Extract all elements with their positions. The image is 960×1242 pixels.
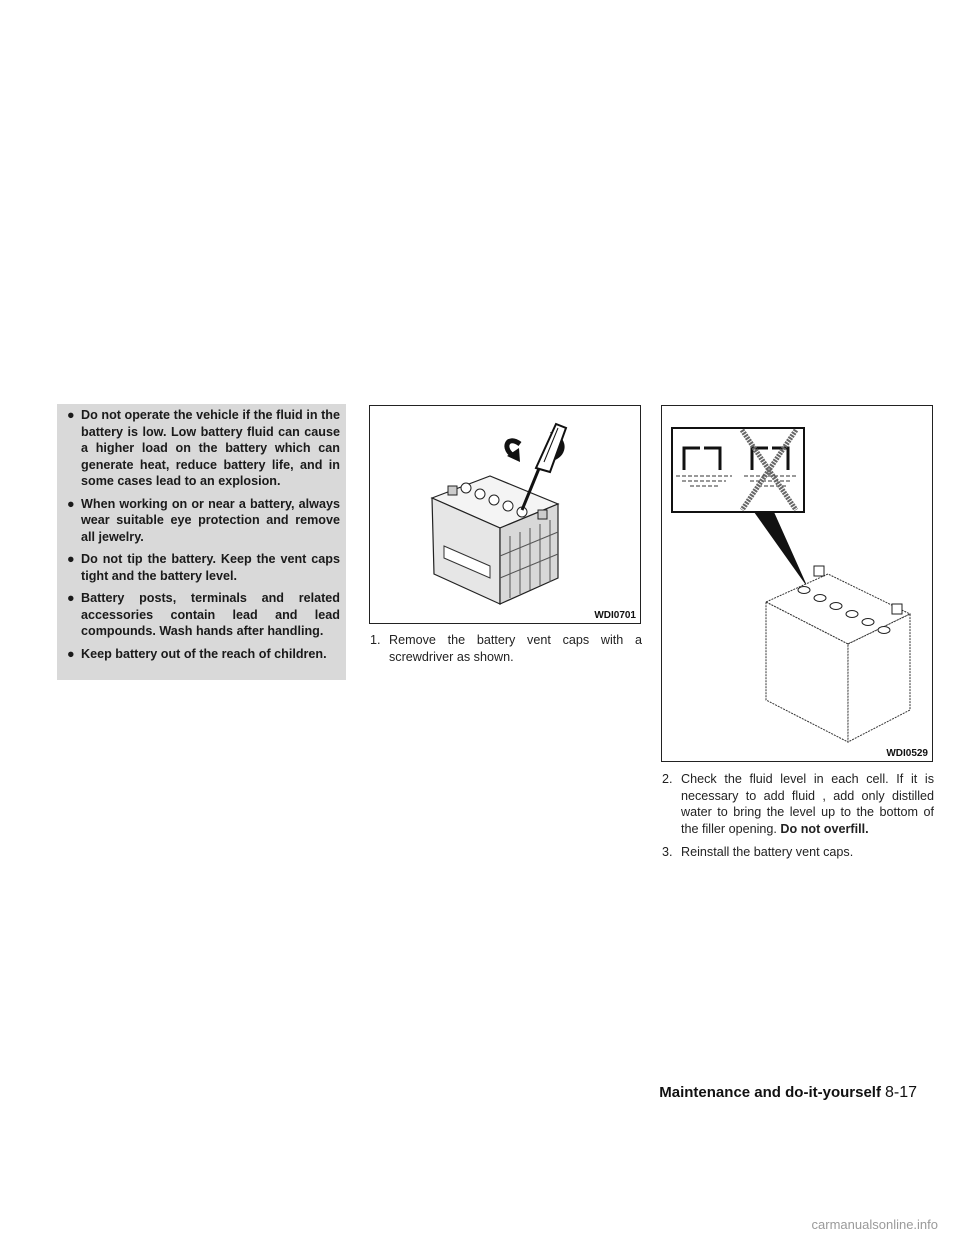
figure-code: WDI0701: [594, 610, 636, 621]
warning-item: ● Battery posts, terminals and related accessories contain lead and lead compounds. Wash hands after handling.: [67, 591, 340, 638]
warning-item: ● When working on or near a battery, always wear suitable eye protection and remove all jewelry.: [67, 496, 340, 544]
figure-fluid-level: [661, 405, 933, 762]
bullet-icon: ●: [67, 552, 75, 566]
step-2: 2. Check the fluid level in each cell. If it is necessary to add fluid , add only distilled water to bring the level up to the bottom of the filler opening. Do not overfill.: [662, 772, 934, 836]
page-footer: [659, 1084, 917, 1102]
bullet-icon: ●: [67, 591, 75, 605]
step-1: 1. Remove the battery vent caps with a screwdriver as shown.: [370, 633, 642, 664]
warning-item: ● Keep battery out of the reach of children.: [67, 646, 327, 661]
warning-box: [57, 404, 346, 680]
battery-fluid-level-icon: [662, 406, 932, 761]
figure-battery-vent-caps: [369, 405, 641, 624]
bullet-icon: ●: [67, 496, 75, 511]
warning-item: ● Do not tip the battery. Keep the vent caps tight and the battery level.: [67, 552, 340, 583]
step-3: 3. Reinstall the battery vent caps.: [662, 845, 854, 859]
bullet-icon: ●: [67, 408, 75, 422]
watermark[interactable]: carmanualsonline.info: [811, 1217, 938, 1232]
figure-code: WDI0529: [886, 748, 928, 759]
section-title: Maintenance and do-it-yourself: [659, 1084, 881, 1101]
page-number: 8-17: [884, 1084, 917, 1101]
battery-screwdriver-icon: [370, 406, 640, 623]
bullet-icon: ●: [67, 646, 75, 661]
warning-item: ● Do not operate the vehicle if the fluid in the battery is low. Low battery fluid can cause a higher load on the battery which can generate heat, reduce battery life, and in some cases lead to an explosion.: [67, 408, 340, 488]
